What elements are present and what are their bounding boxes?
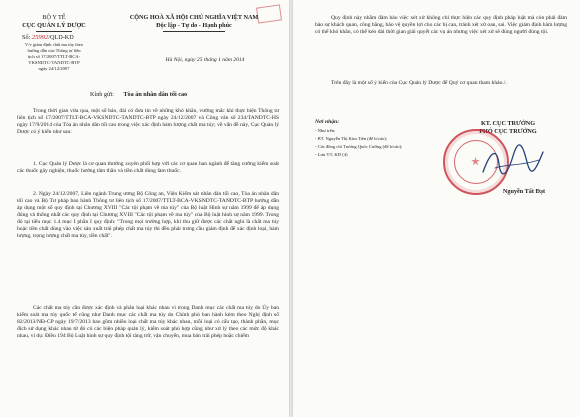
agency-underline <box>36 31 72 32</box>
body-paragraph-5: Quy định này nhằm đảm bảo việc xét xử không chỉ thực hiện các quy định pháp luật mà còn phải đảm bảo sự khách quan, công bằng, bảo vệ quyền lợi cho các bị can, tránh xét xử oan, sai. Việc giám định hàm lượng có thể khó khăn, có thể kéo dài thời gian giải quyết các vụ án nhưng việc xét xử sẽ đúng người đúng tội. <box>315 15 567 35</box>
motto-underline <box>163 31 225 32</box>
recipient-label: Kính gửi: <box>90 91 114 98</box>
sign-on-behalf: KT. CỤC TRƯỞNG <box>480 120 536 127</box>
recipients-list <box>315 128 402 158</box>
sign-title: PHÓ CỤC TRƯỞNG <box>479 128 537 135</box>
received-stamp <box>256 4 282 23</box>
document-page-1 <box>0 0 289 417</box>
body-paragraph-3: 2. Ngày 24/12/2007, Liên ngành Trung ương Bộ Công an, Viện Kiểm sát nhân dân tối cao, Tòa án nhân dân tối cao và Bộ Tư pháp ban hành Thông tư liên tịch số 17/2007/TTLT-BCA-VKSNDTC-TANDTC-BTP hướng dẫn áp dụng một số quy định tại Chương XVIII "Các tội phạm về ma túy" của Bộ luật Hình sự năm 1999 để áp dụng đúng và thống nhất các quy định tại Chương XVIII "Các tội phạm về ma túy" của Bộ luật hình sự năm 1999. Trong đó tại tiểu mục 1.4 mục I phần I quy định: "Trong mọi trường hợp, khi thu giữ được các chất nghi là chất ma túy hoặc tiền chất dùng vào việc sản xuất trái phép chất ma túy thì đều phải trưng cầu giám định để xác định loại, hàm lượng, trọng lượng chất ma túy, tiền chất". <box>17 191 279 239</box>
body-paragraph-6: Trên đây là một số ý kiến của Cục Quản lý Dược để Quý cơ quan tham khảo./. <box>331 80 507 86</box>
motto: Độc lập - Tự do - Hạnh phúc <box>156 22 232 29</box>
recipient-name: Tòa án nhân dân tối cao <box>123 91 188 98</box>
handwritten-signature <box>477 142 547 182</box>
recipient-item: - Các đồng chí Trương Quốc Cường (để b/cáo); <box>315 144 403 149</box>
agency-name: CỤC QUẢN LÝ DƯỢC <box>22 22 86 29</box>
country-name: CỘNG HOÀ XÃ HỘI CHỦ NGHĨA VIỆT NAM <box>129 14 259 21</box>
signer-name: Nguyễn Tất Đạt <box>502 188 546 195</box>
body-paragraph-1: Trong thời gian vừa qua, một số báo, đài có đưa tin về những khó khăn, vướng mắc khi thực hiện Thông tư liên tịch số 17/2007/TTLT-BCA-VKSNDTC-TANDTC-BTP ngày 24/12/2007 và Công văn số 234/TANDTC-HS ngày 17/9/2014 của Tòa án nhân dân tối cao trong việc xác định hàm lượng chất ma túy; về vấn đề này, Cục Quản lý Dược có ý kiến như sau: <box>17 108 279 135</box>
ministry-name: BỘ Y TẾ <box>42 14 66 21</box>
recipients-label: Nơi nhận: <box>315 119 339 125</box>
recipient <box>90 91 187 99</box>
doc-number: Số: 25992/QLD-KD <box>22 34 74 41</box>
recipient-item: - Như trên; <box>315 128 336 133</box>
recipient-item: - BT. Nguyễn Thị Kim Tiến (để b/cáo); <box>315 136 388 141</box>
date-line: Hà Nội, ngày 25 tháng 1 năm 2014 <box>165 57 245 63</box>
doc-number-handwritten: 25992 <box>31 34 49 41</box>
body-paragraph-4: Các chất ma túy cần được xác định và phân loại khác nhau vì trong Danh mục các chất ma túy do Ủy ban kiểm soát ma túy quốc tế cũng như Danh mục các chất ma túy do Chính phủ ban hành kèm theo Nghị định số 82/2013/NĐ-CP ngày 19/7/2013 bao gồm nhiều loại chất ma túy khác nhau, mỗi loại có cấu tạo, thành phần, mục đích sử dụng khác nhau từ đó có các biện pháp quản lý, kiểm soát phù hợp cũng như xử lý theo các mức độ khác nhau, ví dụ: Điều 194 Bộ Luật hình sự quy định tội tàng trữ, vận chuyển, mua bán trái phép hoặc chiếm <box>17 305 279 339</box>
body-paragraph-2: 1. Cục Quản lý Dược là cơ quan thường xuyên phối hợp với các cơ quan ban ngành để tăng cường kiểm soát các thuốc gây nghiện, thuốc hướng tâm thần và tiền chất dùng làm thuốc. <box>17 161 279 174</box>
recipient-item: - Lưu VT, KD (4) <box>315 152 348 157</box>
document-page-2 <box>293 0 580 417</box>
doc-subject: V/v giám định chất ma túy theo hướng dẫn của Thông tư liên tịch số 17/2007/TTLT-BCA- VKSNDTC-TANDTC-BTP ngày 24/12/2007 <box>24 42 84 71</box>
